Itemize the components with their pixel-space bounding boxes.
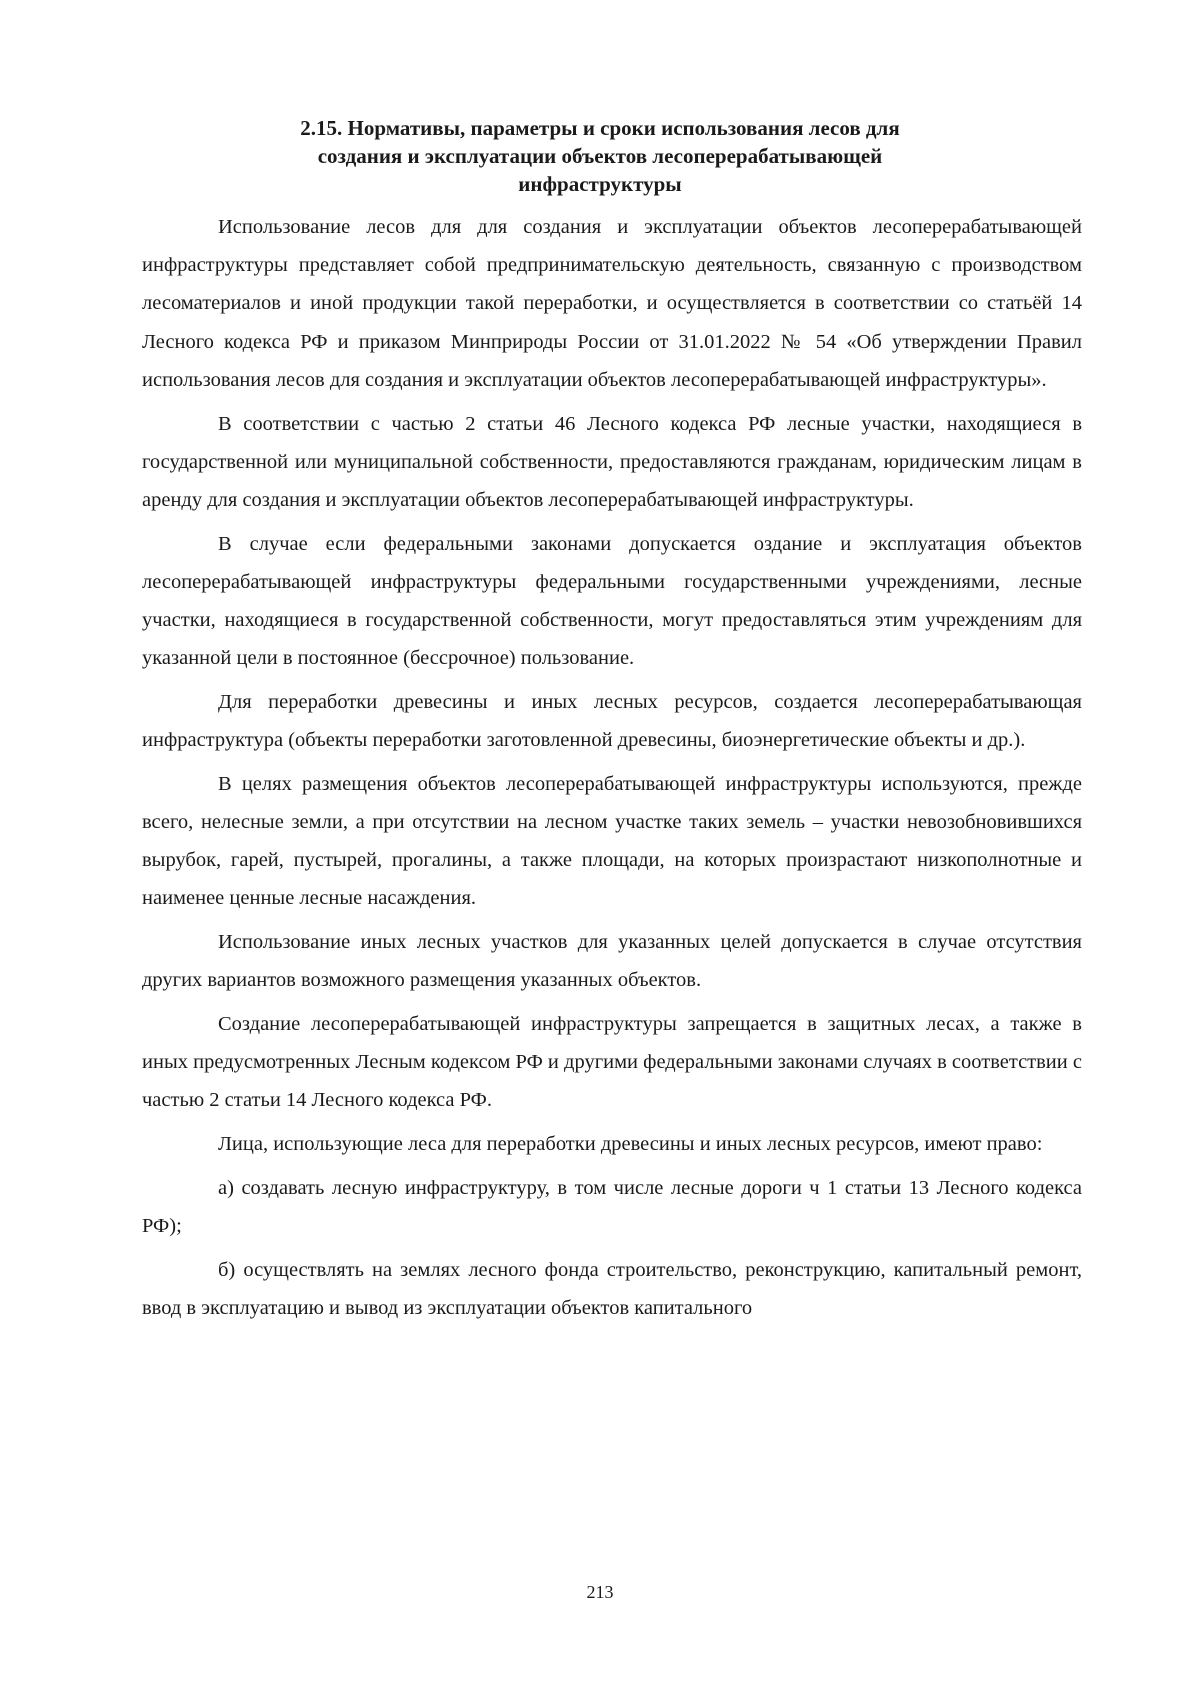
paragraph: В случае если федеральными законами допускается оздание и эксплуатация объектов лесоперерабатывающей инфраструктуры федеральными государственными учреждениями, лесные участки, находящиеся в государственной собственности, могут предоставляться этим учреждениям для указанной цели в постоянное (бессрочное) пользование.: [142, 532, 1082, 670]
section-heading-line: инфраструктуры: [518, 172, 682, 196]
section-heading-line: 2.15. Нормативы, параметры и сроки использования лесов для: [300, 116, 900, 140]
page-number: 213: [586, 1582, 614, 1602]
section-heading: [200, 114, 1000, 198]
section-heading-line: создания и эксплуатации объектов лесоперерабатывающей: [317, 144, 883, 168]
paragraph: а) создавать лесную инфраструктуру, в том числе лесные дороги ч 1 статьи 13 Лесного кодекса РФ);: [142, 1176, 1082, 1238]
paragraph: В соответствии с частью 2 статьи 46 Лесного кодекса РФ лесные участки, находящиеся в государственной или муниципальной собственности, предоставляются гражданам, юридическим лицам в аренду для создания и эксплуатации объектов лесоперерабатывающей инфраструктуры.: [142, 412, 1082, 511]
paragraph: Использование лесов для для создания и эксплуатации объектов лесоперерабатывающей инфраструктуры представляет собой предпринимательскую деятельность, связанную с производством лесоматериалов и иной продукции такой переработки, и осуществляется в соответствии со статьёй 14 Лесного кодекса РФ и приказом Минприроды России от 31.01.2022 № 54 «Об утверждении Правил использования лесов для создания и эксплуатации объектов лесоперерабатывающей инфраструктуры».: [142, 216, 1082, 391]
paragraph: б) осуществлять на землях лесного фонда строительство, реконструкцию, капитальный ремонт, ввод в эксплуатацию и вывод из эксплуатации объектов капитального: [142, 1258, 1082, 1319]
paragraph: В целях размещения объектов лесоперерабатывающей инфраструктуры используются, прежде всего, нелесные земли, а при отсутствии на лесном участке таких земель – участки невозобновившихся вырубок, гарей, пустырей, прогалины, а также площади, на которых произрастают низкополнотные и наименее ценные лесные насаждения.: [142, 772, 1082, 910]
paragraph: Использование иных лесных участков для указанных целей допускается в случае отсутствия других вариантов возможного размещения указанных объектов.: [142, 931, 1082, 992]
paragraph: Создание лесоперерабатывающей инфраструктуры запрещается в защитных лесах, а также в иных предусмотренных Лесным кодексом РФ и другими федеральными законами случаях в соответствии с частью 2 статьи 14 Лесного кодекса РФ.: [142, 1013, 1082, 1112]
body-text: [142, 208, 1082, 1327]
paragraph: Лица, использующие леса для переработки древесины и иных лесных ресурсов, имеют право:: [218, 1133, 1043, 1156]
paragraph: Для переработки древесины и иных лесных ресурсов, создается лесоперерабатывающая инфраструктура (объекты переработки заготовленной древесины, биоэнергетические объекты и др.).: [142, 690, 1082, 752]
